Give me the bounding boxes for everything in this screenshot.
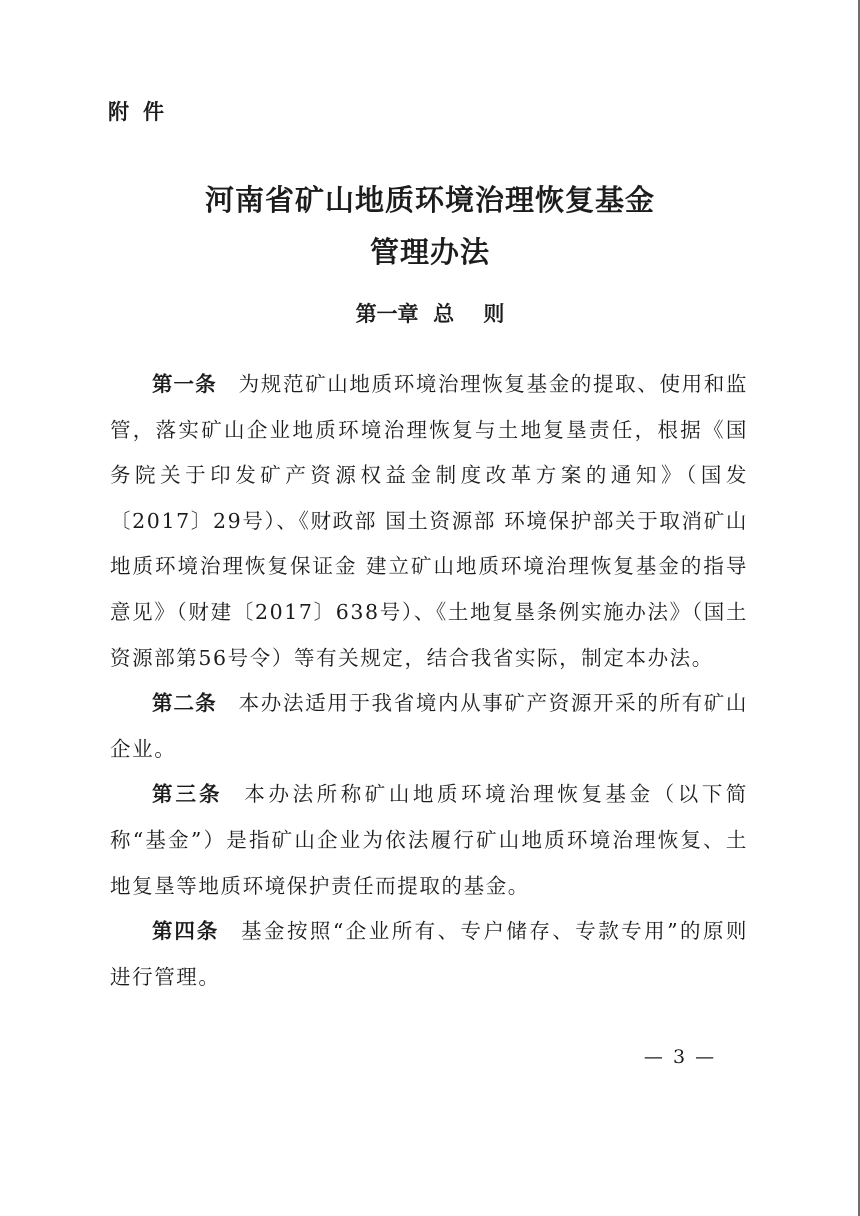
chapter-heading: 第一章 总 则 (355, 302, 505, 326)
article-1 (110, 362, 748, 681)
article-text: 本办法所称矿山地质环境治理恢复基金（以下简称“基金”）是指矿山企业为依法履行矿山地质环境治理恢复、土地复垦等地质环境保护责任而提取的基金。 (110, 782, 748, 898)
document-title-line2: 管理办法 (369, 235, 490, 269)
article-number: 第一条 (152, 372, 217, 396)
article-4 (110, 909, 748, 1000)
article-2 (110, 681, 748, 772)
document-title-line1: 河南省矿山地质环境治理恢复基金 (204, 183, 655, 217)
document-body (110, 362, 748, 1000)
article-number: 第三条 (152, 782, 223, 807)
article-number: 第四条 (152, 919, 220, 944)
article-number: 第二条 (152, 691, 217, 716)
article-text: 为规范矿山地质环境治理恢复基金的提取、使用和监管，落实矿山企业地质环境治理恢复与土地复垦责任，根据《国务院关于印发矿产资源权益金制度改革方案的通知》（国发〔2017〕29号）、《财政部 国土资源部 环境保护部关于取消矿山地质环境治理恢复保证金 建立矿山地质环境治理恢复基金的指导意见》（财建〔2017〕638号）、《土地复垦条例实施办法》（国土资源部第56号令）等有关规定，结合我省实际，制定本办法。 (110, 372, 748, 670)
attachment-label: 附件 (108, 100, 178, 124)
article-text: 基金按照“企业所有、专户储存、专款专用”的原则进行管理。 (110, 919, 749, 989)
article-3 (110, 772, 748, 909)
page-number: — 3 — (643, 1046, 717, 1068)
article-text: 本办法适用于我省境内从事矿产资源开采的所有矿山企业。 (110, 691, 748, 761)
